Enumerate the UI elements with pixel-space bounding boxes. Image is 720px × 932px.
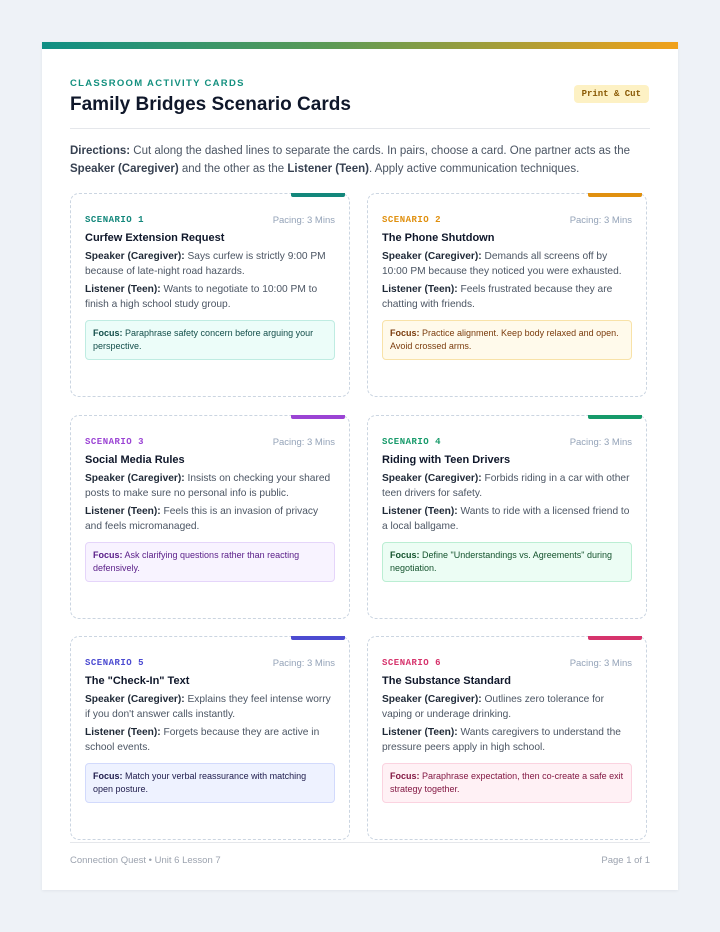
focus-text: Paraphrase safety concern before arguing your perspective. [93, 328, 314, 351]
scenario-card-2 [367, 193, 647, 397]
listener-description [382, 282, 634, 312]
focus-label: Focus: [390, 328, 420, 338]
pacing-label: Pacing: 3 Mins [569, 437, 632, 448]
listener-label: Listener (Teen): [85, 284, 161, 295]
speaker-text: Demands all screens off by 10:00 PM because they noticed you were exhausted. [382, 251, 622, 277]
footer-divider [70, 842, 650, 843]
focus-text: Ask clarifying questions rather than reacting defensively. [93, 550, 300, 573]
pacing-label: Pacing: 3 Mins [272, 215, 335, 226]
listener-label: Listener (Teen): [382, 506, 458, 517]
scenario-card-6 [367, 636, 647, 840]
footer-page-number: Page 1 of 1 [601, 855, 650, 866]
listener-text: Feels this is an invasion of privacy and feels micromanaged. [85, 506, 319, 532]
focus-label: Focus: [93, 550, 123, 560]
scenario-card-4 [367, 415, 647, 619]
directions-part-3: . Apply active communication techniques. [368, 163, 580, 175]
scenario-number: SCENARIO 3 [85, 437, 145, 447]
listener-label: Listener (Teen): [382, 727, 458, 738]
card-title: The "Check-In" Text [85, 675, 190, 687]
listener-label: Listener (Teen): [85, 727, 161, 738]
focus-text: Define "Understandings vs. Agreements" during negotiation. [390, 550, 613, 573]
focus-text: Paraphrase expectation, then co-create a safe exit strategy together. [390, 771, 624, 794]
focus-callout [85, 763, 335, 803]
card-title: The Substance Standard [382, 675, 511, 687]
speaker-label: Speaker (Caregiver): [85, 251, 185, 262]
header-accent-bar [42, 42, 678, 49]
listener-text: Feels frustrated because they are chatting with friends. [382, 284, 613, 310]
speaker-label: Speaker (Caregiver): [382, 694, 482, 705]
speaker-text: Says curfew is strictly 9:00 PM because of late-night road hazards. [85, 251, 326, 277]
card-accent-tab [588, 636, 642, 640]
focus-callout [85, 320, 335, 360]
speaker-text: Outlines zero tolerance for vaping or underage drinking. [382, 694, 604, 720]
focus-text: Match your verbal reassurance with matching open posture. [93, 771, 307, 794]
speaker-description [382, 249, 634, 279]
print-cut-badge: Print & Cut [574, 85, 649, 103]
speaker-text: Insists on checking your shared posts to make sure no personal info is public. [85, 473, 331, 499]
speaker-text: Explains they feel intense worry if you don't answer calls instantly. [85, 694, 331, 720]
speaker-label: Speaker (Caregiver): [382, 251, 482, 262]
focus-text: Practice alignment. Keep body relaxed and open. Avoid crossed arms. [390, 328, 619, 351]
speaker-label: Speaker (Caregiver): [85, 694, 185, 705]
listener-label: Listener (Teen): [382, 284, 458, 295]
card-accent-tab [291, 636, 345, 640]
listener-description [382, 725, 634, 755]
worksheet-page [42, 42, 678, 890]
focus-label: Focus: [390, 550, 420, 560]
page-title: Family Bridges Scenario Cards [70, 94, 351, 115]
scenario-card-1 [70, 193, 350, 397]
directions-speaker-role: Speaker (Caregiver) [70, 163, 179, 175]
directions-text [70, 142, 640, 178]
focus-label: Focus: [390, 771, 420, 781]
focus-callout [382, 320, 632, 360]
speaker-label: Speaker (Caregiver): [85, 473, 185, 484]
scenario-number: SCENARIO 4 [382, 437, 442, 447]
speaker-description [382, 692, 634, 722]
pacing-label: Pacing: 3 Mins [272, 437, 335, 448]
card-accent-tab [588, 193, 642, 197]
directions-label: Directions: [70, 145, 131, 157]
focus-callout [382, 763, 632, 803]
card-title: Riding with Teen Drivers [382, 454, 511, 466]
speaker-description [382, 471, 634, 501]
card-title: The Phone Shutdown [382, 232, 495, 244]
listener-description [85, 282, 337, 312]
speaker-text: Forbids riding in a car with other teen drivers for safety. [382, 473, 630, 499]
speaker-description [85, 471, 337, 501]
directions-part-2: and the other as the [178, 163, 288, 175]
listener-text: Wants to negotiate to 10:00 PM to finish a high school study group. [85, 284, 318, 310]
header-divider [70, 128, 650, 129]
speaker-description [85, 249, 337, 279]
card-title: Curfew Extension Request [85, 232, 225, 244]
focus-label: Focus: [93, 328, 123, 338]
card-accent-tab [588, 415, 642, 419]
scenario-number: SCENARIO 2 [382, 215, 442, 225]
focus-callout [85, 542, 335, 582]
pacing-label: Pacing: 3 Mins [569, 658, 632, 669]
scenario-number: SCENARIO 1 [85, 215, 145, 225]
listener-label: Listener (Teen): [85, 506, 161, 517]
scenario-number: SCENARIO 5 [85, 658, 145, 668]
speaker-description [85, 692, 337, 722]
directions-part-1: Cut along the dashed lines to separate the cards. In pairs, choose a card. One partner acts as the [130, 145, 630, 157]
listener-text: Wants caregivers to understand the pressure peers apply in high school. [382, 727, 621, 753]
listener-description [85, 504, 337, 534]
listener-description [382, 504, 634, 534]
speaker-label: Speaker (Caregiver): [382, 473, 482, 484]
scenario-number: SCENARIO 6 [382, 658, 442, 668]
card-accent-tab [291, 415, 345, 419]
listener-description [85, 725, 337, 755]
eyebrow-label: CLASSROOM ACTIVITY CARDS [70, 78, 245, 89]
pacing-label: Pacing: 3 Mins [569, 215, 632, 226]
pacing-label: Pacing: 3 Mins [272, 658, 335, 669]
footer-course-label: Connection Quest • Unit 6 Lesson 7 [70, 855, 221, 866]
scenario-card-3 [70, 415, 350, 619]
listener-text: Wants to ride with a licensed friend to a local ballgame. [382, 506, 630, 532]
scenario-card-5 [70, 636, 350, 840]
card-accent-tab [291, 193, 345, 197]
listener-text: Forgets because they are active in school events. [85, 727, 320, 753]
focus-callout [382, 542, 632, 582]
directions-listener-role: Listener (Teen) [287, 163, 369, 175]
focus-label: Focus: [93, 771, 123, 781]
card-title: Social Media Rules [85, 454, 185, 466]
